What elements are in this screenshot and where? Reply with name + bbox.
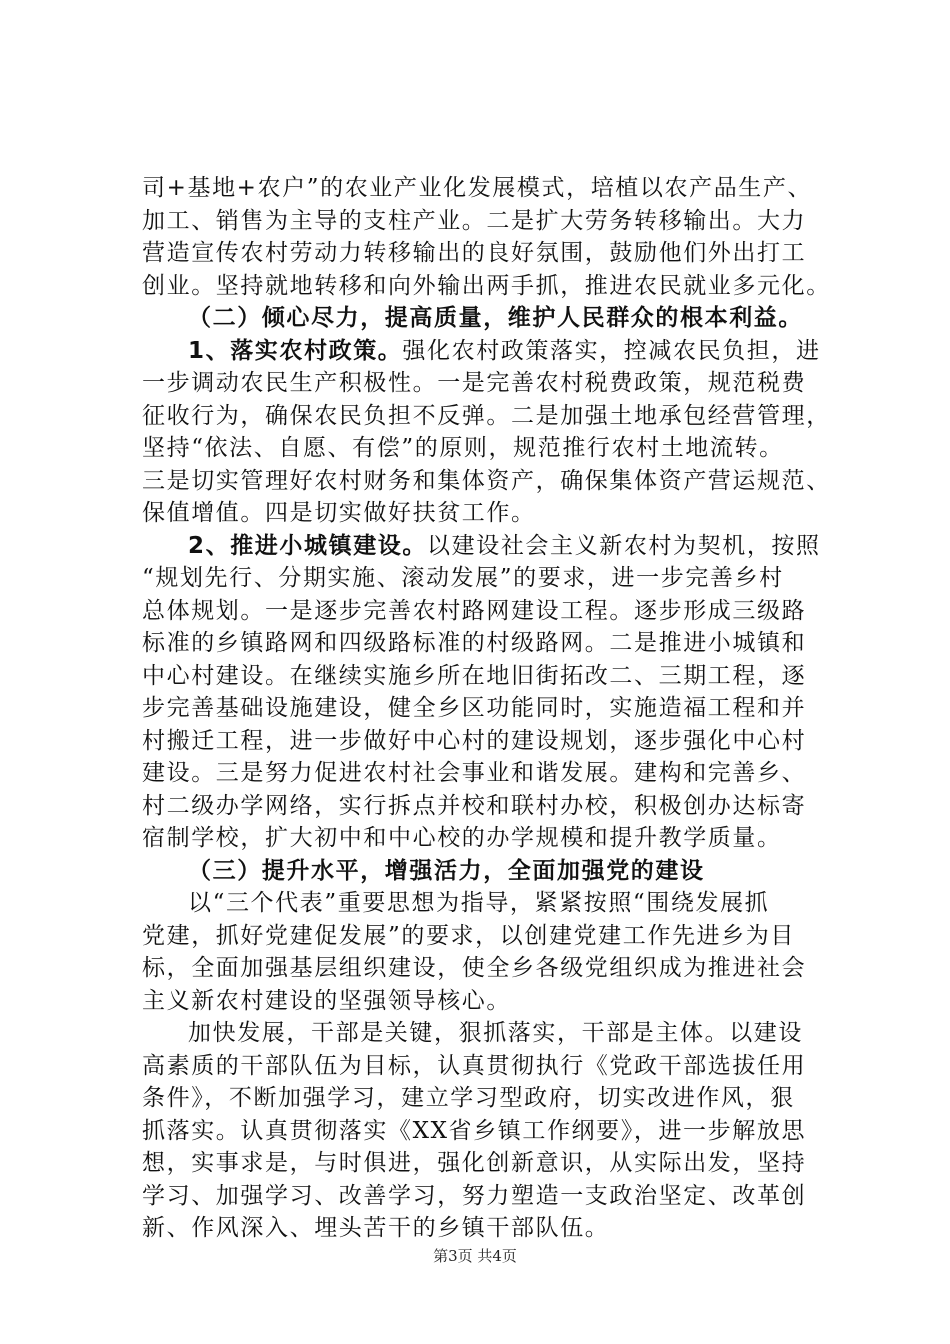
text-line: 学习、加强学习、改善学习，努力塑造一支政治坚定、改革创 — [142, 1182, 807, 1209]
text-line: 标准的乡镇路网和四级路标准的村级路网。二是推进小城镇和 — [142, 630, 807, 656]
text-line: 高素质的干部队伍为目标，认真贯彻执行《党政干部选拔任用 — [142, 1052, 807, 1079]
section-heading-2: （二）倾心尽力，提高质量，维护人民群众的根本利益。 — [188, 305, 803, 331]
text-line — [142, 335, 821, 368]
text-line: 征收行为，确保农民负担不反弹。二是加强土地承包经营管理， — [142, 402, 831, 429]
text-line: “规划先行、分期实施、滚动发展”的要求，进一步完善乡村 — [142, 565, 784, 591]
text-line — [142, 530, 821, 563]
text-line: 党建，抓好党建促发展”的要求，以创建党建工作先进乡为目 — [142, 922, 795, 949]
text-segment: 强化农村政策落实，控减农民负担，进 — [402, 337, 821, 364]
text-line: 中心村建设。在继续实施乡所在地旧街拓改二、三期工程，逐 — [142, 662, 807, 689]
text-line: 总体规划。一是逐步完善农村路网建设工程。逐步形成三级路 — [142, 597, 807, 624]
text-line: 标，全面加强基层组织建设，使全乡各级党组织成为推进社会 — [142, 955, 807, 981]
text-line: 步完善基础设施建设，健全乡区功能同时，实施造福工程和并 — [142, 695, 807, 721]
text-line: 村搬迁工程，进一步做好中心村的建设规划，逐步强化中心村 — [142, 727, 807, 754]
text-line: 司+基地+农户”的农业产业化发展模式，培植以农产品生产、 — [142, 175, 813, 201]
text-line: 条件》，不断加强学习，建立学习型政府，切实改进作风，狠 — [142, 1085, 795, 1111]
text-line: 三是切实管理好农村财务和集体资产，确保集体资产营运规范、 — [142, 467, 831, 494]
subsection-heading-1: 1、落实农村政策。 — [188, 337, 403, 364]
text-segment: 以建设社会主义新农村为契机，按照 — [427, 532, 821, 559]
text-line: 一步调动农民生产积极性。一是完善农村税费政策，规范税费 — [142, 370, 807, 396]
subsection-heading-2: 2、推进小城镇建设。 — [188, 532, 428, 559]
text-line: 保值增值。四是切实做好扶贫工作。 — [142, 500, 536, 526]
text-line: 建设。三是努力促进农村社会事业和谐发展。建构和完善乡、 — [142, 760, 807, 786]
page-number-label: 第3页 共4页 — [433, 1247, 517, 1265]
text-line: 村二级办学网络，实行拆点并校和联村办校，积极创办达标寄 — [142, 792, 807, 819]
text-line: 以“三个代表”重要思想为指导，紧紧按照“围绕发展抓 — [188, 890, 770, 916]
document-body — [142, 172, 831, 1245]
page-footer — [0, 1245, 950, 1266]
text-line: 加快发展，干部是关键，狠抓落实，干部是主体。以建设 — [188, 1020, 803, 1046]
section-heading-3: （三）提升水平，增强活力，全面加强党的建设 — [188, 857, 705, 884]
text-line: 坚持“依法、自愿、有偿”的原则，规范推行农村土地流转。 — [142, 435, 784, 461]
text-line: 宿制学校，扩大初中和中心校的办学规模和提升教学质量。 — [142, 825, 782, 851]
text-line: 想，实事求是，与时俱进，强化创新意识，从实际出发，坚持 — [142, 1150, 807, 1176]
text-line: 主义新农村建设的坚强领导核心。 — [142, 987, 511, 1014]
text-line: 新、作风深入、埋头苦干的乡镇干部队伍。 — [142, 1215, 610, 1241]
text-line: 创业。坚持就地转移和向外输出两手抓，推进农民就业多元化。 — [142, 272, 831, 299]
text-line: 抓落实。认真贯彻落实《XX省乡镇工作纲要》，进一步解放思 — [142, 1117, 807, 1144]
text-line: 加工、销售为主导的支柱产业。二是扩大劳务转移输出。大力 — [142, 207, 807, 234]
text-line: 营造宣传农村劳动力转移输出的良好氛围，鼓励他们外出打工 — [142, 240, 807, 266]
